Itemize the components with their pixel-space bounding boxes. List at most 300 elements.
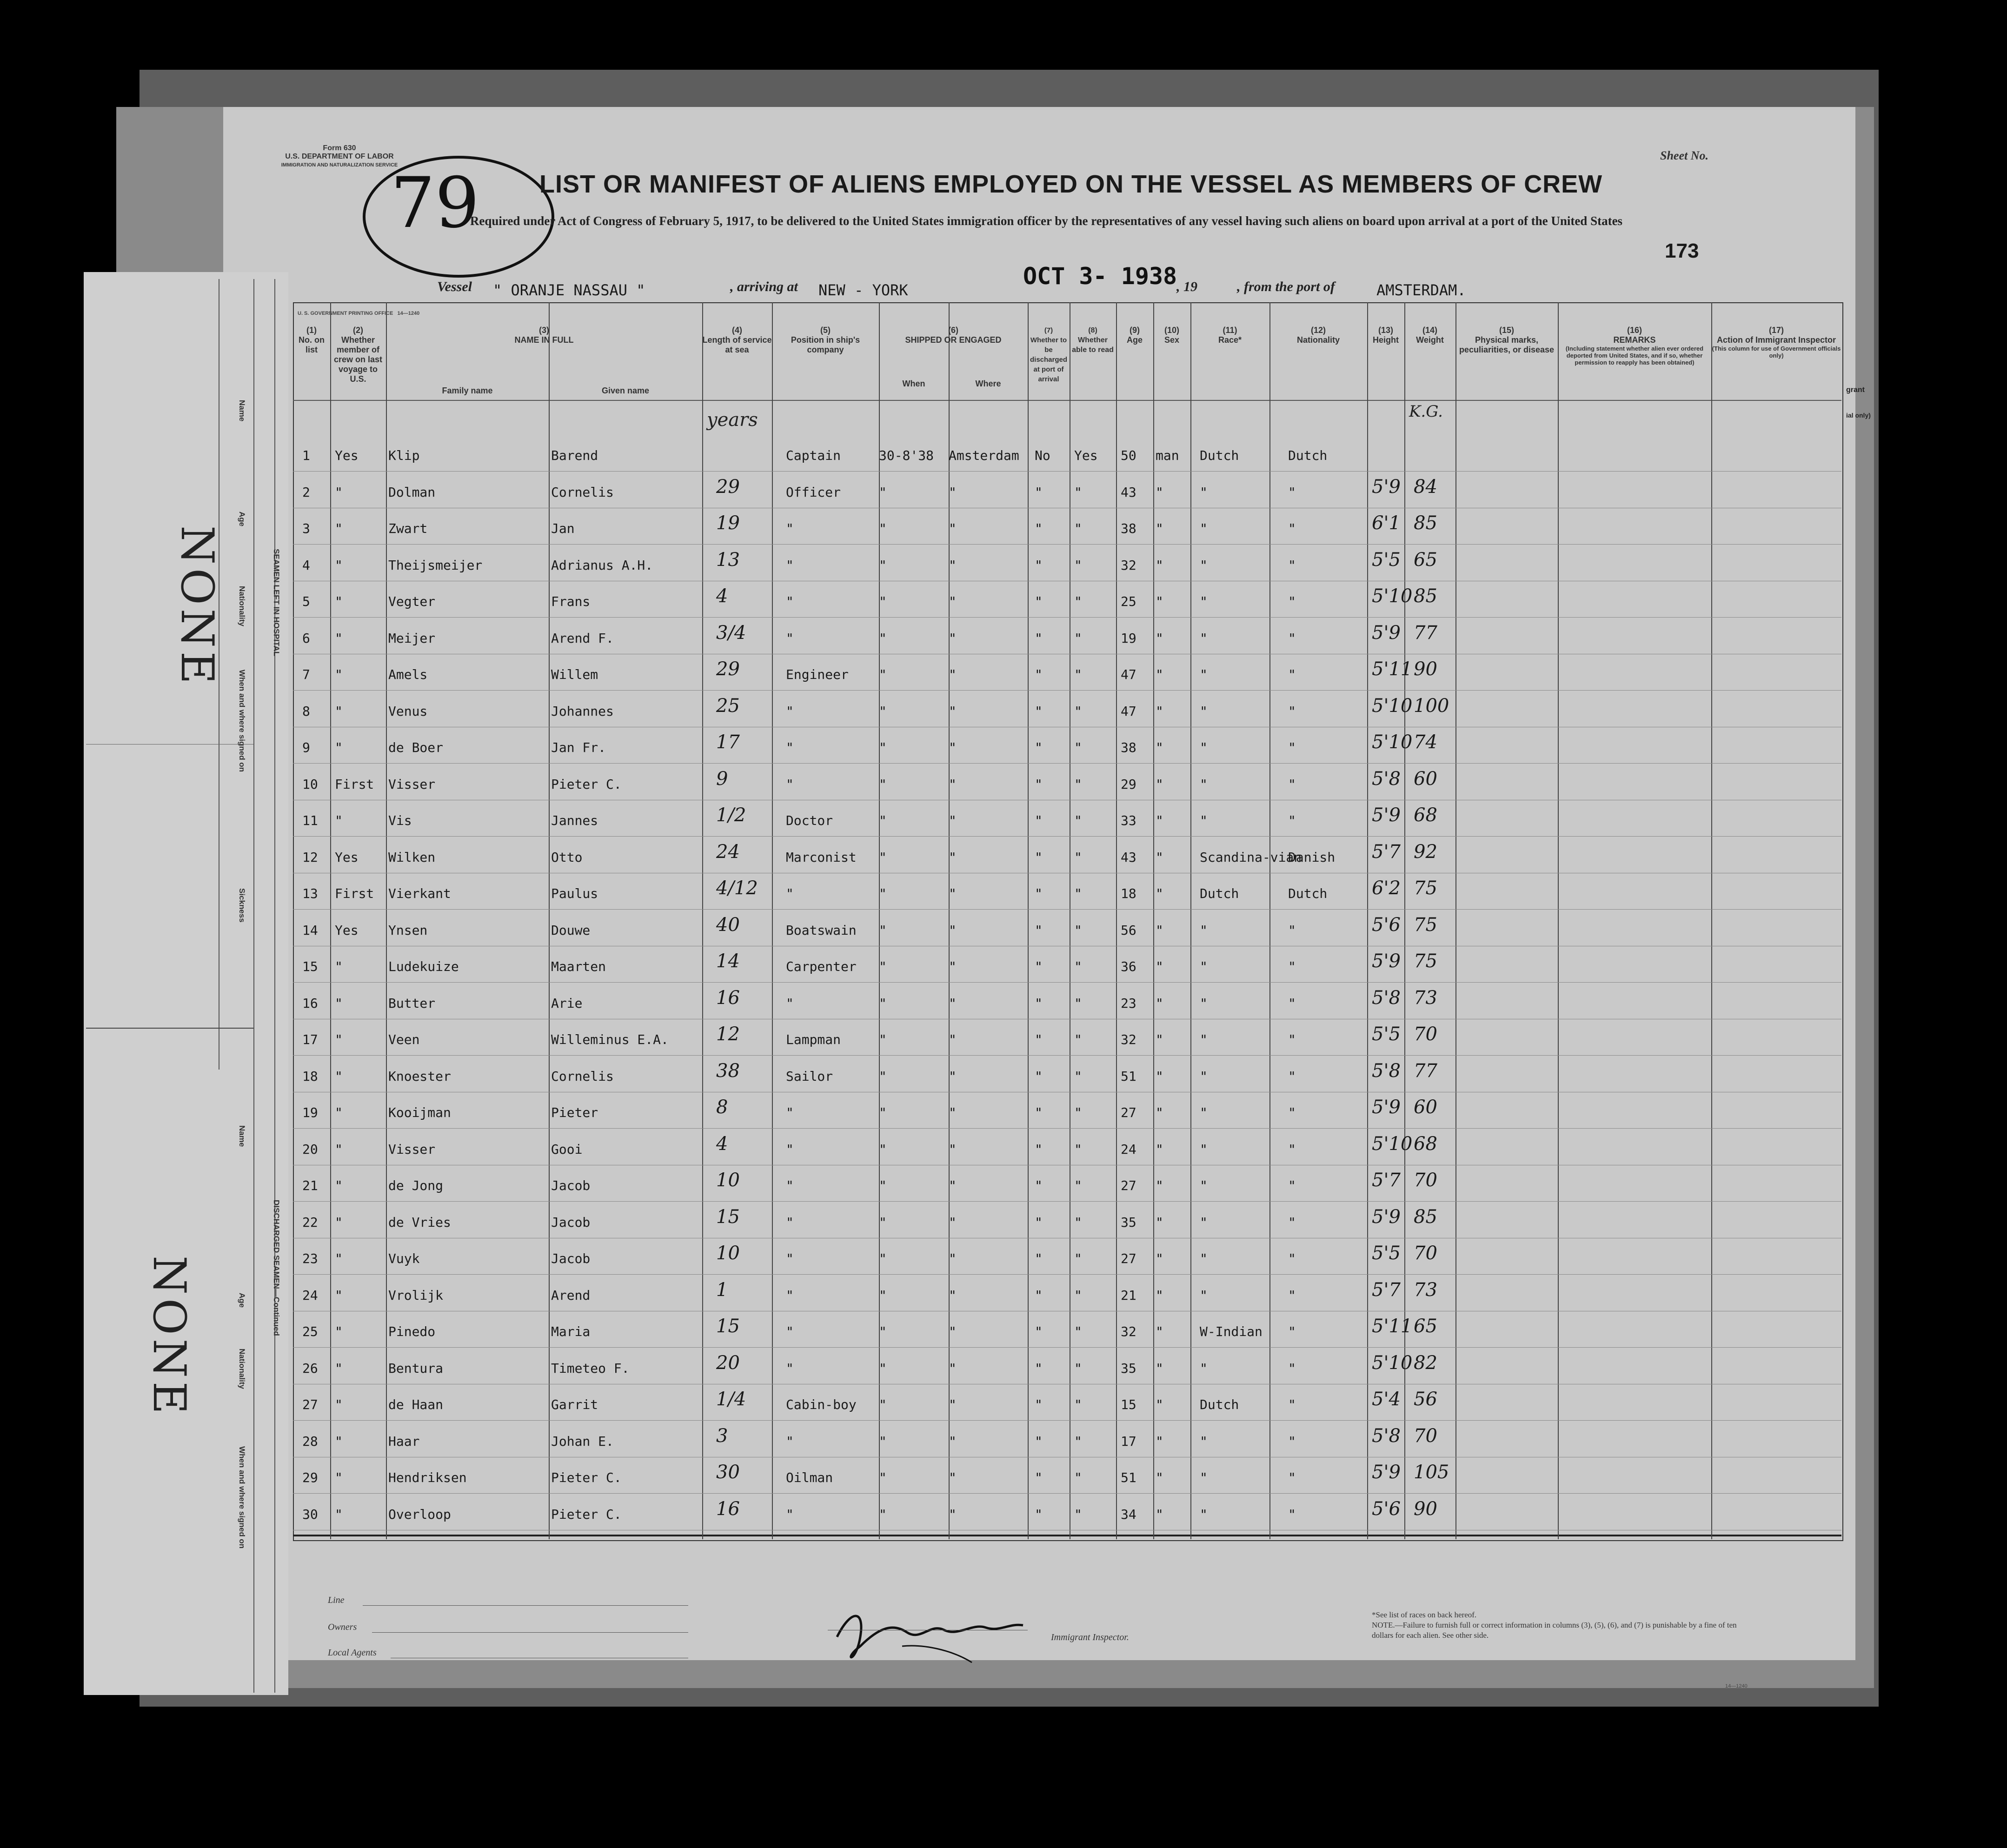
cell-height: 5'5 [1372,549,1401,571]
col-head-age [1116,326,1153,345]
cell-height: 5'7 [1372,1279,1401,1301]
cell-given-name: Arend [551,1287,591,1303]
cell-row-number: 7 [302,667,310,682]
cell-position: " [786,1141,794,1157]
table-row [293,691,1841,727]
cell-age: 43 [1121,484,1136,500]
strip-divider [253,279,254,1693]
subhead-when: When [902,379,925,388]
cell-shipped-when: " [879,1287,887,1303]
cell-family-name: Haar [388,1433,420,1449]
cell-height: 5'7 [1372,841,1401,863]
cell-position: " [786,521,794,536]
from-port: AMSTERDAM. [1376,281,1466,299]
cell-shipped-when: " [879,922,887,938]
cell-nationality: " [1288,1068,1296,1084]
strip-hline [86,1028,253,1029]
cell-race: " [1200,922,1208,938]
cell-discharge: " [1035,1068,1043,1084]
table-row [293,1165,1841,1202]
col-label: Height [1373,335,1399,345]
cell-age: 27 [1121,1105,1136,1120]
cell-position: Engineer [786,667,849,682]
kg-note: K.G. [1409,402,1443,421]
col-label: Position in ship's company [791,335,860,354]
cell-able-to-read: " [1074,886,1082,901]
cell-nationality: " [1288,484,1296,500]
cell-height: 5'8 [1372,768,1401,790]
footer-line-label: Line [328,1595,345,1605]
cell-family-name: de Jong [388,1178,444,1193]
cell-height: 5'9 [1372,951,1401,972]
printing-office: U. S. GOVERNMENT PRINTING OFFICE [298,311,393,316]
cell-sex: " [1156,1251,1163,1266]
cell-height: 5'9 [1372,622,1401,644]
cell-service-length: 4/12 [716,877,758,899]
cell-row-number: 17 [302,1032,318,1047]
table-row [293,873,1841,910]
cell-sex: " [1156,1032,1163,1047]
col-label: No. on list [299,335,325,354]
cell-race: " [1200,521,1208,536]
cell-discharge: " [1035,703,1043,719]
cell-given-name: Maarten [551,959,606,974]
cell-race: Scandina-vian [1200,849,1302,865]
cell-weight: 73 [1414,987,1437,1009]
cell-discharge: " [1035,740,1043,755]
table-row [293,472,1841,508]
subhead-given: Given name [601,386,650,395]
cell-able-to-read: " [1074,1397,1082,1412]
cell-service-length: 1 [716,1279,728,1301]
cell-shipped-where: " [949,849,957,865]
cell-service-length: 29 [716,658,740,680]
strip-col-name-2: Name [238,1125,246,1147]
cell-prev-voyage: " [335,1287,343,1303]
cell-age: 32 [1121,1324,1136,1339]
col-label: Weight [1416,335,1444,345]
cell-age: 47 [1121,703,1136,719]
cell-discharge: " [1035,1032,1043,1047]
cell-nationality: " [1288,959,1296,974]
strip-col-age-2: Age [238,1293,246,1308]
cell-weight: 68 [1414,804,1437,826]
cell-age: 25 [1121,594,1136,609]
year-label: , 19 [1176,279,1197,294]
cell-nationality: " [1288,776,1296,792]
cell-shipped-where: " [949,813,957,828]
inspector-note: (This column for use of Government officials only) [1712,345,1841,359]
strip-col-signed: When and where signed on [238,670,246,772]
cell-discharge: " [1035,557,1043,573]
cell-prev-voyage: " [335,1470,343,1485]
cell-shipped-where: " [949,1397,957,1412]
cell-prev-voyage: " [335,1105,343,1120]
cell-able-to-read: " [1074,1178,1082,1193]
cell-race: " [1200,959,1208,974]
cell-age: 24 [1121,1141,1136,1157]
cell-position: " [786,776,794,792]
remarks-note: (Including statement whether alien ever ordered deported from United States, and if so, whether permission to reapply has been obtained) [1565,345,1704,366]
col-num: (17) [1768,326,1784,335]
cell-age: 38 [1121,521,1136,536]
cell-height: 5'9 [1372,1097,1401,1118]
cell-shipped-where: " [949,630,957,646]
col-head-no [293,326,330,355]
cell-row-number: 29 [302,1470,318,1485]
cell-position: Boatswain [786,922,857,938]
cell-position: Doctor [786,813,833,828]
cell-weight: 70 [1414,1170,1437,1191]
col-num: (2) [353,326,363,335]
cell-able-to-read: " [1074,849,1082,865]
cell-nationality: " [1288,1324,1296,1339]
cell-family-name: de Haan [388,1397,444,1412]
cell-weight: 105 [1414,1462,1449,1483]
cell-prev-voyage: " [335,1178,343,1193]
col-head-inspector [1711,326,1841,359]
cell-race: " [1200,1105,1208,1120]
cell-given-name: Adrianus A.H. [551,557,653,573]
cell-service-length: 14 [716,951,740,972]
cell-able-to-read: " [1074,1470,1082,1485]
table-row [293,435,1841,472]
col-label: Whether to be discharged at port of arrival [1030,336,1068,383]
cell-family-name: Vrolijk [388,1287,444,1303]
cell-given-name: Jannes [551,813,598,828]
cell-nationality: " [1288,1433,1296,1449]
cell-height: 5'11 [1372,1316,1413,1337]
cell-able-to-read: " [1074,1214,1082,1230]
cell-family-name: Ludekuize [388,959,459,974]
cell-shipped-when: " [879,1433,887,1449]
cell-race: " [1200,1287,1208,1303]
cell-age: 21 [1121,1287,1136,1303]
cell-sex: " [1156,1506,1163,1522]
cell-given-name: Jacob [551,1251,591,1266]
col-head-physical [1455,326,1558,355]
cell-nationality: " [1288,557,1296,573]
form-header-block [279,144,400,169]
cell-race: W-Indian [1200,1324,1263,1339]
cell-service-length: 15 [716,1206,740,1228]
cell-family-name: de Vries [388,1214,451,1230]
table-row [293,1129,1841,1165]
strip-col-age: Age [238,512,246,527]
cell-age: 15 [1121,1397,1136,1412]
cell-given-name: Douwe [551,922,591,938]
subhead-family: Family name [442,386,493,395]
col-label: Age [1126,335,1143,345]
cell-discharge: " [1035,667,1043,682]
cell-race: " [1200,1470,1208,1485]
cell-shipped-where: " [949,886,957,901]
cell-shipped-where: " [949,959,957,974]
cell-discharge: " [1035,1397,1043,1412]
cell-shipped-where: " [949,667,957,682]
cell-row-number: 30 [302,1506,318,1522]
cell-shipped-when: " [879,1251,887,1266]
cell-row-number: 26 [302,1360,318,1376]
cell-sex: " [1156,776,1163,792]
cell-shipped-where: Amsterdam [949,448,1019,463]
cell-family-name: Butter [388,995,436,1011]
table-row [293,1202,1841,1238]
cell-nationality: " [1288,667,1296,682]
cell-race: " [1200,1433,1208,1449]
cell-discharge: " [1035,484,1043,500]
cell-nationality: " [1288,995,1296,1011]
footer-notes [1372,1610,1753,1641]
strip-col-nationality: Nationality [238,586,246,626]
cell-age: 23 [1121,995,1136,1011]
cell-discharge: " [1035,886,1043,901]
cell-race: Dutch [1200,886,1239,901]
cell-prev-voyage: First [335,776,374,792]
cell-shipped-where: " [949,776,957,792]
cell-discharge: " [1035,1433,1043,1449]
cell-service-length: 40 [716,914,740,936]
from-port-label: , from the port of [1237,279,1335,294]
cell-service-length: 9 [716,768,728,790]
cell-prev-voyage: " [335,740,343,755]
sheet-number-label: Sheet No. [1660,149,1708,162]
cell-race: " [1200,995,1208,1011]
cell-shipped-where: " [949,1032,957,1047]
cell-shipped-where: " [949,521,957,536]
cell-nationality: " [1288,594,1296,609]
table-row [293,764,1841,800]
cell-service-length: 19 [716,512,740,534]
cell-family-name: Visser [388,1141,436,1157]
cell-position: " [786,1214,794,1230]
cell-height: 5'5 [1372,1243,1401,1264]
cell-race: " [1200,703,1208,719]
cell-prev-voyage: " [335,557,343,573]
cell-service-length: 29 [716,476,740,498]
col-head-nationality [1269,326,1367,345]
cell-weight: 75 [1414,951,1437,972]
strip-col-nationality-2: Nationality [238,1349,246,1389]
cell-row-number: 13 [302,886,318,901]
cell-shipped-where: " [949,1141,957,1157]
cell-sex: " [1156,703,1163,719]
cell-sex: " [1156,849,1163,865]
cell-height: 5'6 [1372,1498,1401,1520]
table-bottom-rule [293,1535,1841,1536]
cell-given-name: Garrit [551,1397,598,1412]
cell-family-name: Vierkant [388,886,451,901]
cell-height: 5'8 [1372,987,1401,1009]
cell-shipped-when: " [879,594,887,609]
table-row [293,1457,1841,1494]
cell-height: 6'1 [1372,512,1401,534]
cell-shipped-when: " [879,813,887,828]
footer-line-rule [363,1605,688,1606]
cell-nationality: " [1288,1397,1296,1412]
cell-age: 18 [1121,886,1136,901]
cell-shipped-when: 30-8'38 [879,448,934,463]
table-row [293,837,1841,873]
cell-family-name: Wilken [388,849,436,865]
cell-able-to-read: " [1074,667,1082,682]
arriving-port: NEW - YORK [818,281,908,299]
cell-age: 32 [1121,1032,1136,1047]
cell-shipped-when: " [879,959,887,974]
cell-race: Dutch [1200,448,1239,463]
cell-prev-voyage: " [335,1251,343,1266]
cell-given-name: Pieter C. [551,776,622,792]
cell-height: 6'2 [1372,877,1401,899]
cell-sex: " [1156,1141,1163,1157]
strip-heading-hospital: SEAMEN LEFT IN HOSPITAL [272,549,281,657]
cell-position: Captain [786,448,841,463]
cell-position: Cabin-boy [786,1397,857,1412]
cell-discharge: " [1035,1178,1043,1193]
cell-family-name: Overloop [388,1506,451,1522]
table-row [293,910,1841,946]
cell-shipped-where: " [949,922,957,938]
cell-nationality: " [1288,813,1296,828]
col-num: (14) [1422,326,1437,335]
cell-prev-voyage: Yes [335,448,359,463]
table-row [293,1311,1841,1348]
cell-given-name: Jacob [551,1214,591,1230]
cell-prev-voyage: " [335,1068,343,1084]
col-num: (7) [1044,326,1053,334]
date-stamp: OCT 3- 1938 [1023,263,1177,290]
cell-able-to-read: " [1074,959,1082,974]
cell-nationality: " [1288,1251,1296,1266]
cell-row-number: 11 [302,813,318,828]
stamp-number: 173 [1665,239,1699,262]
col-num: (11) [1223,326,1237,335]
cell-race: " [1200,1032,1208,1047]
footnote-penalty: NOTE.—Failure to furnish full or correct information in columns (3), (5), (6), and (7) is punishable by a fine of ten dollars for each alien. See other side. [1372,1621,1737,1640]
cell-weight: 85 [1414,585,1437,607]
cell-age: 50 [1121,448,1136,463]
cell-position: Oilman [786,1470,833,1485]
col-label: Whether member of crew on last voyage to U.S. [333,335,383,384]
cell-shipped-where: " [949,1506,957,1522]
cell-age: 56 [1121,922,1136,938]
cell-nationality: Danish [1288,849,1336,865]
cell-nationality: " [1288,630,1296,646]
cell-given-name: Pieter C. [551,1470,622,1485]
service-name: IMMIGRATION AND NATURALIZATION SERVICE [281,162,398,168]
table-row [293,1384,1841,1421]
cell-given-name: Jacob [551,1178,591,1193]
cell-prev-voyage: " [335,995,343,1011]
cell-age: 38 [1121,740,1136,755]
cell-shipped-where: " [949,594,957,609]
cell-shipped-when: " [879,703,887,719]
cell-race: " [1200,776,1208,792]
cell-family-name: Kooijman [388,1105,451,1120]
cell-row-number: 24 [302,1287,318,1303]
cell-weight: 90 [1414,658,1437,680]
cell-shipped-when: " [879,740,887,755]
cell-sex: " [1156,484,1163,500]
none-handwritten-2: NONE [143,1256,195,1418]
cell-family-name: Theijsmeijer [388,557,483,573]
cell-height: 5'6 [1372,914,1401,936]
page-title: LIST OR MANIFEST OF ALIENS EMPLOYED ON THE VESSEL AS MEMBERS OF CREW [539,170,1603,198]
cell-sex: " [1156,1324,1163,1339]
col-num: (15) [1499,326,1514,335]
cell-position: " [786,630,794,646]
col-num: (8) [1088,326,1097,334]
table-row [293,983,1841,1019]
cell-row-number: 28 [302,1433,318,1449]
cell-sex: " [1156,886,1163,901]
cell-sex: " [1156,1214,1163,1230]
cell-height: 5'9 [1372,476,1401,498]
cell-prev-voyage: " [335,484,343,500]
cell-family-name: Veen [388,1032,420,1047]
col-num: (12) [1310,326,1326,335]
cell-given-name: Willem [551,667,598,682]
vessel-label: Vessel [437,279,472,294]
cell-position: " [786,1506,794,1522]
cell-family-name: Venus [388,703,428,719]
cell-discharge: " [1035,1360,1043,1376]
cell-shipped-where: " [949,703,957,719]
cell-weight: 74 [1414,731,1437,753]
col-num: (4) [732,326,742,335]
cell-weight: 70 [1414,1243,1437,1264]
col-head-read [1070,326,1116,355]
cell-race: " [1200,740,1208,755]
cell-able-to-read: " [1074,1433,1082,1449]
col-head-race [1190,326,1269,345]
cell-age: 51 [1121,1068,1136,1084]
cell-age: 19 [1121,630,1136,646]
footer-agents-label: Local Agents [328,1648,377,1658]
cell-family-name: Pinedo [388,1324,436,1339]
footnote-races: *See list of races on back hereof. [1372,1610,1477,1619]
cell-family-name: Hendriksen [388,1470,467,1485]
cell-able-to-read: " [1074,1032,1082,1047]
cell-given-name: Arend F. [551,630,614,646]
cell-able-to-read: " [1074,1251,1082,1266]
cell-sex: " [1156,1068,1163,1084]
cell-given-name: Gooi [551,1141,583,1157]
cell-row-number: 27 [302,1397,318,1412]
cell-service-length: 17 [716,731,740,753]
cell-service-length: 13 [716,549,740,571]
cell-row-number: 23 [302,1251,318,1266]
cell-race: " [1200,1214,1208,1230]
cell-prev-voyage: " [335,1324,343,1339]
page-subtitle: Required under Act of Congress of February 5, 1917, to be delivered to the United States immigration officer by the representatives of any vessel having such aliens on board upon arrival at a port of the United States [470,214,1623,228]
cell-weight: 85 [1414,512,1437,534]
col-head-remarks [1558,326,1711,366]
cell-weight: 73 [1414,1279,1437,1301]
cell-shipped-when: " [879,1032,887,1047]
cell-row-number: 20 [302,1141,318,1157]
cell-family-name: Visser [388,776,436,792]
col-label: Length of service at sea [702,335,772,354]
cell-prev-voyage: " [335,1506,343,1522]
cell-row-number: 25 [302,1324,318,1339]
cell-row-number: 3 [302,521,310,536]
cell-family-name: de Boer [388,740,444,755]
cell-nationality: " [1288,1032,1296,1047]
cell-given-name: Timeteo F. [551,1360,630,1376]
cell-height: 5'10 [1372,1352,1413,1374]
table-row [293,1494,1841,1530]
